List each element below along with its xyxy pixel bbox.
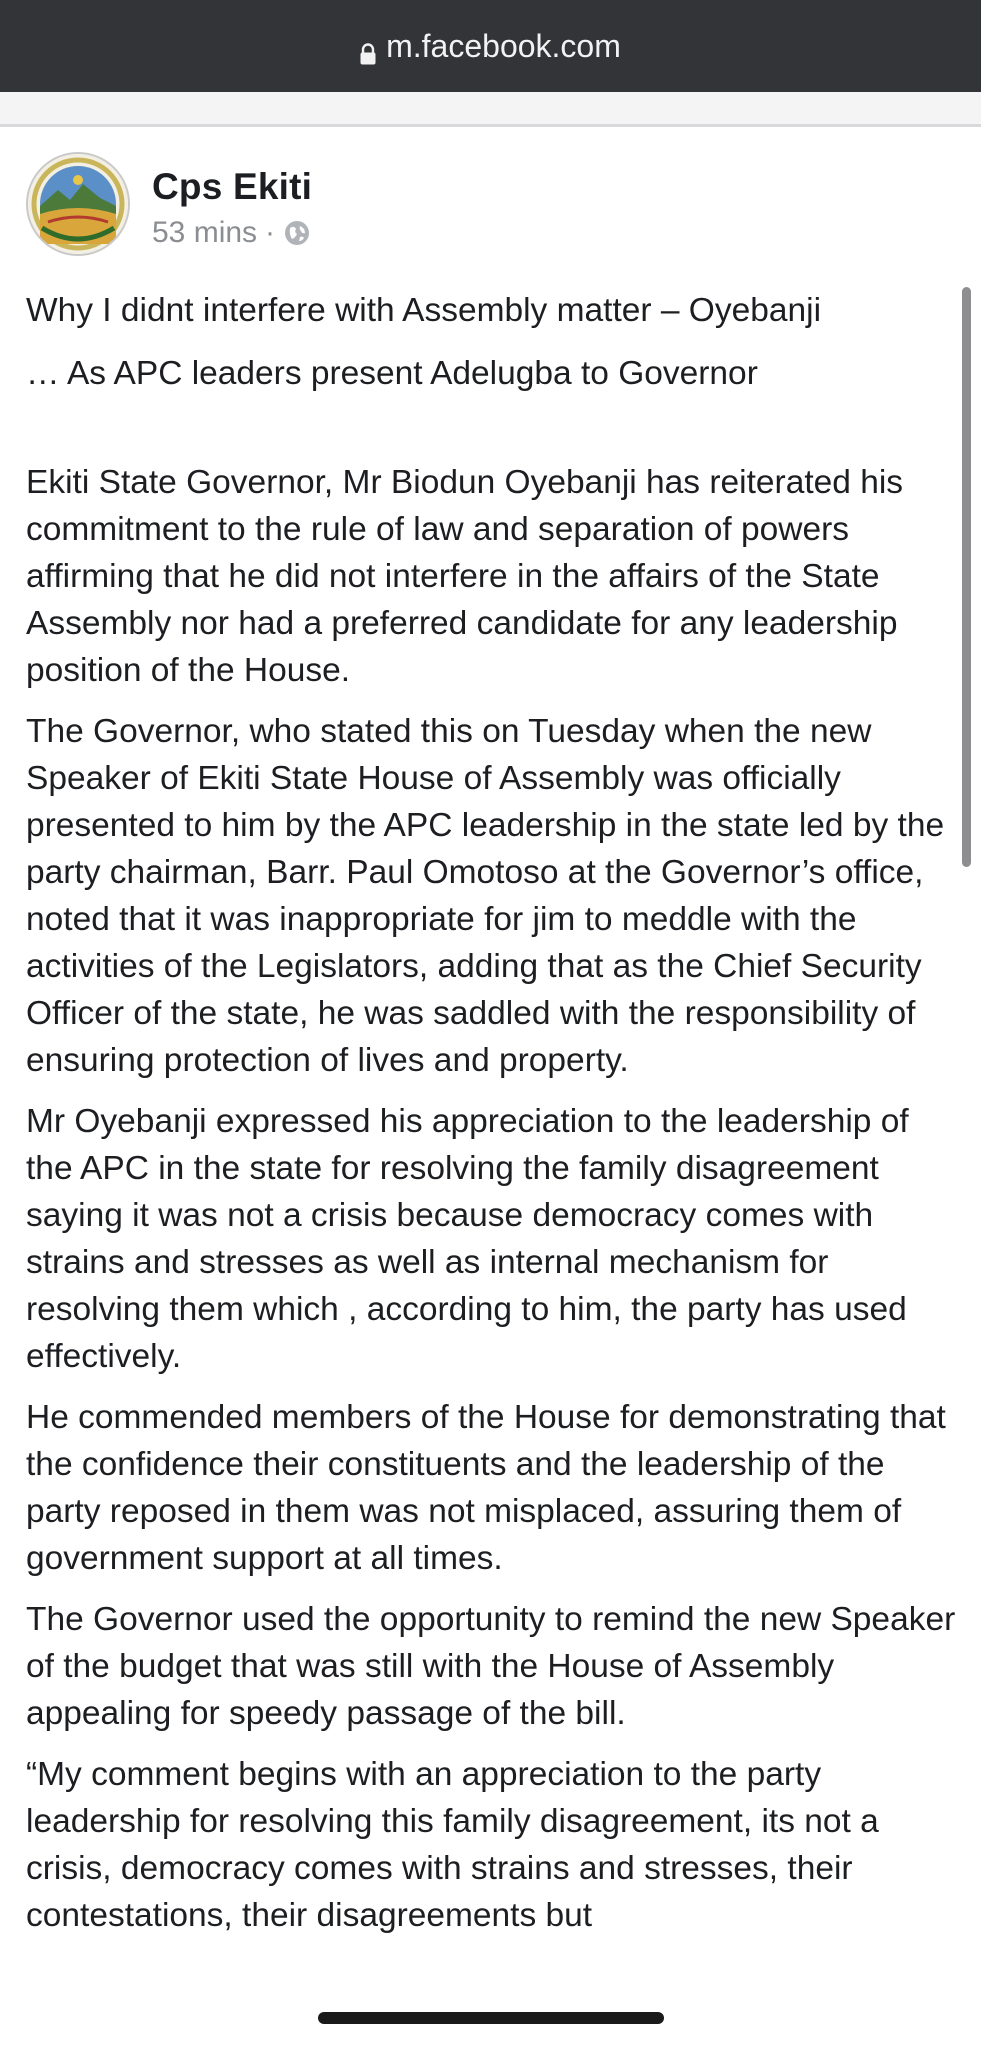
post-paragraph: The Governor used the opportunity to remind the new Speaker of the budget that was still with the House of Assembly appealing for speedy passage of the bill. — [26, 1601, 956, 1732]
post-paragraph: Mr Oyebanji expressed his appreciation to the leadership of the APC in the state for resolving the family disagreement saying it was not a crisis because democracy comes with strains and stresses as well as internal mechanism for resolving them which , according to him, the party has used effectively. — [26, 1103, 909, 1375]
post-paragraph: “My comment begins with an appreciation to the party leadership for resolving this family disagreement, its not a crisis, democracy comes with strains and stresses, their contestations, their disagreements but — [26, 1756, 879, 1934]
home-indicator[interactable] — [318, 2012, 664, 2024]
globe-icon — [283, 219, 311, 247]
browser-url-bar[interactable] — [0, 0, 981, 92]
post-timestamp[interactable]: 53 mins — [152, 216, 258, 249]
post-paragraph: He commended members of the House for demonstrating that the confidence their constituents and the leadership of the party reposed in them was not misplaced, assuring them of government support at all times. — [26, 1399, 946, 1577]
post-body — [26, 287, 961, 1953]
post-paragraph: Ekiti State Governor, Mr Biodun Oyebanji has reiterated his commitment to the rule of law and separation of powers affirming that he did not interfere in the affairs of the State Assembly nor had a preferred candidate for any leadership position of the House. — [26, 464, 904, 689]
post-subheadline: … As APC leaders present Adelugba to Governor — [26, 355, 758, 392]
meta-separator: · — [265, 216, 276, 249]
facebook-post — [0, 127, 981, 2048]
post-paragraph: The Governor, who stated this on Tuesday when the new Speaker of Ekiti State House of Assembly was officially presented to him by the APC leadership in the state led by the party chairman, Barr. Paul Omotoso at the Governor’s office, noted that it was inappropriate for jim to meddle with the activities of the Legislators, adding that as the Chief Security Officer of the state, he was saddled with the responsibility of ensuring protection of lives and property. — [26, 713, 945, 1079]
avatar[interactable] — [26, 152, 130, 256]
browser-toolbar-strip — [0, 92, 981, 127]
post-headline: Why I didnt interfere with Assembly matter – Oyebanji — [26, 292, 822, 329]
post-meta — [152, 216, 312, 250]
scrollbar-thumb[interactable] — [962, 287, 971, 867]
post-author-name[interactable]: Cps Ekiti — [152, 166, 313, 207]
post-header — [26, 152, 312, 262]
url-text[interactable]: m.facebook.com — [386, 27, 621, 64]
lock-icon — [360, 36, 376, 58]
